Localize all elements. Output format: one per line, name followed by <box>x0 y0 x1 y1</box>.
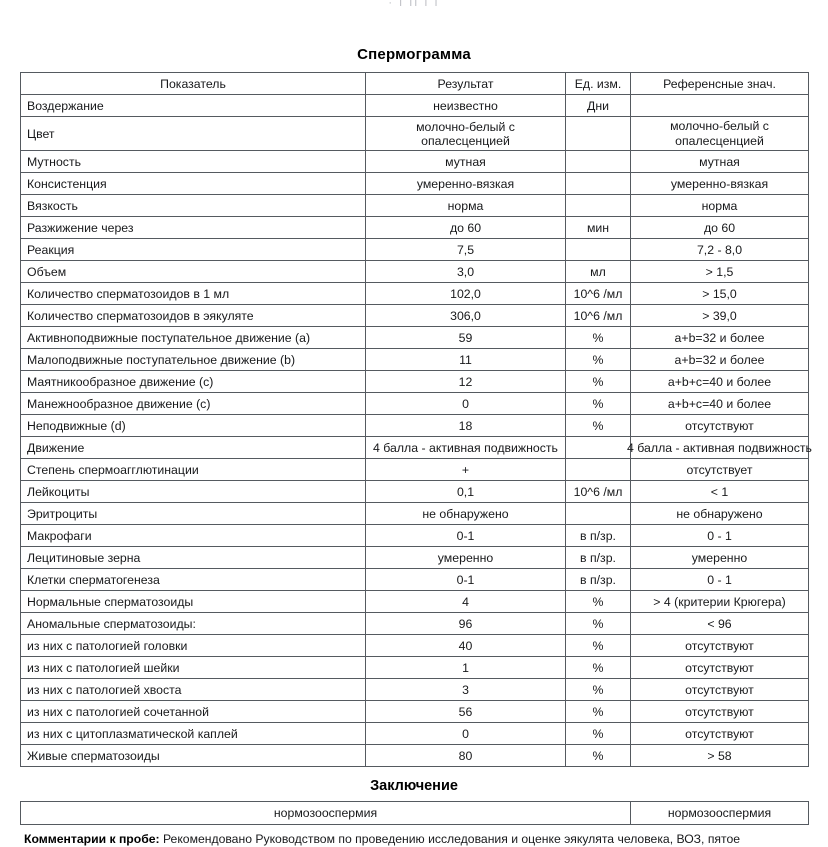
cell-reference: отсутствуют <box>631 415 809 437</box>
cell-parameter: Степень спермоагглютинации <box>21 459 366 481</box>
cell-reference: отсутствуют <box>631 679 809 701</box>
table-row <box>21 327 809 349</box>
cell-reference: отсутствуют <box>631 701 809 723</box>
table-body <box>21 95 812 767</box>
cell-result: 59 <box>366 327 566 349</box>
cell-parameter: Объем <box>21 261 366 283</box>
cell-unit: мин <box>566 217 631 239</box>
cell-unit: % <box>566 371 631 393</box>
table-row <box>21 459 809 481</box>
cell-unit: % <box>566 415 631 437</box>
table-row <box>21 679 809 701</box>
table-row <box>21 261 809 283</box>
cell-unit: % <box>566 613 631 635</box>
cell-reference: > 15,0 <box>631 283 809 305</box>
comments-label: Комментарии к пробе: <box>24 832 160 846</box>
cell-reference: < 96 <box>631 613 809 635</box>
cell-result: 12 <box>366 371 566 393</box>
cell-unit <box>566 437 631 459</box>
cell-parameter: Разжижение через <box>21 217 366 239</box>
cell-unit <box>566 195 631 217</box>
cell-unit: 10^6 /мл <box>566 481 631 503</box>
column-header-parameter: Показатель <box>21 73 366 95</box>
table-row <box>21 657 809 679</box>
table-row <box>21 283 809 305</box>
comments-text: Рекомендовано Руководством по проведению исследования и оценке эякулята человека, ВОЗ, пятое <box>162 832 741 846</box>
table-row <box>21 569 809 591</box>
sample-comments <box>20 825 808 847</box>
table-row <box>21 723 809 745</box>
cell-result: 0 <box>366 393 566 415</box>
cell-reference: 4 балла - активная подвижность <box>631 437 809 459</box>
cell-reference: молочно-белый с опалесценцией <box>631 117 809 151</box>
page-title: Спермограмма <box>357 46 471 63</box>
table-row <box>21 349 809 371</box>
cell-result: умеренно-вязкая <box>366 173 566 195</box>
table-row <box>21 393 809 415</box>
cell-unit: 10^6 /мл <box>566 283 631 305</box>
cell-reference: мутная <box>631 151 809 173</box>
table-row <box>21 503 809 525</box>
cell-parameter: Лецитиновые зерна <box>21 547 366 569</box>
cell-result: 1 <box>366 657 566 679</box>
scan-artifact-strip: · ı ıı ı ı <box>388 0 440 9</box>
table-row <box>21 437 809 459</box>
cell-result: 0 <box>366 723 566 745</box>
cell-parameter: из них с патологией головки <box>21 635 366 657</box>
cell-result: 3,0 <box>366 261 566 283</box>
cell-parameter: Малоподвижные поступательное движение (b) <box>21 349 366 371</box>
cell-unit: % <box>566 745 631 767</box>
cell-reference: до 60 <box>631 217 809 239</box>
cell-parameter: Живые сперматозоиды <box>21 745 366 767</box>
table-row <box>21 701 809 723</box>
cell-parameter: Консистенция <box>21 173 366 195</box>
cell-reference: a+b+c=40 и более <box>631 371 809 393</box>
cell-reference: отсутствуют <box>631 635 809 657</box>
cell-result: 102,0 <box>366 283 566 305</box>
cell-parameter: Клетки сперматогенеза <box>21 569 366 591</box>
cell-result: + <box>366 459 566 481</box>
table-row <box>21 239 809 261</box>
cell-result: 80 <box>366 745 566 767</box>
cell-unit: в п/зр. <box>566 569 631 591</box>
table-row <box>21 95 809 117</box>
cell-parameter: из них с патологией сочетанной <box>21 701 366 723</box>
cell-reference: > 1,5 <box>631 261 809 283</box>
cell-result: 0-1 <box>366 525 566 547</box>
cell-result: 11 <box>366 349 566 371</box>
cell-unit: % <box>566 723 631 745</box>
cell-parameter: Маятникообразное движение (c) <box>21 371 366 393</box>
conclusion-table <box>20 801 809 825</box>
column-header-unit: Ед. изм. <box>566 73 631 95</box>
cell-reference: > 58 <box>631 745 809 767</box>
cell-reference: > 4 (критерии Крюгера) <box>631 591 809 613</box>
table-header <box>21 73 809 95</box>
cell-unit: % <box>566 327 631 349</box>
cell-unit <box>566 117 631 151</box>
cell-parameter: Аномальные сперматозоиды: <box>21 613 366 635</box>
cell-result: мутная <box>366 151 566 173</box>
cell-parameter: Макрофаги <box>21 525 366 547</box>
cell-reference: отсутствуют <box>631 723 809 745</box>
conclusion-value: нормозооспермия <box>21 802 631 825</box>
table-row <box>21 547 809 569</box>
cell-reference: < 1 <box>631 481 809 503</box>
cell-reference: умеренно <box>631 547 809 569</box>
table-row <box>21 745 809 767</box>
cell-unit <box>566 459 631 481</box>
column-header-result: Результат <box>366 73 566 95</box>
cell-unit: 10^6 /мл <box>566 305 631 327</box>
cell-parameter: Количество сперматозоидов в эякуляте <box>21 305 366 327</box>
conclusion-reference: нормозооспермия <box>631 802 809 825</box>
cell-reference: норма <box>631 195 809 217</box>
cell-reference: отсутствуют <box>631 657 809 679</box>
cell-result: 4 <box>366 591 566 613</box>
table-header-row <box>21 73 809 95</box>
cell-unit: % <box>566 701 631 723</box>
cell-reference: a+b=32 и более <box>631 349 809 371</box>
cell-result: норма <box>366 195 566 217</box>
table-row <box>21 481 809 503</box>
cell-parameter: Неподвижные (d) <box>21 415 366 437</box>
cell-unit <box>566 503 631 525</box>
cell-unit: мл <box>566 261 631 283</box>
cell-unit <box>566 173 631 195</box>
cell-result: 306,0 <box>366 305 566 327</box>
cell-unit: % <box>566 393 631 415</box>
cell-result: 56 <box>366 701 566 723</box>
cell-result: неизвестно <box>366 95 566 117</box>
cell-reference: a+b+c=40 и более <box>631 393 809 415</box>
conclusion-row <box>21 802 809 825</box>
cell-result: 40 <box>366 635 566 657</box>
cell-parameter: Лейкоциты <box>21 481 366 503</box>
cell-result: 3 <box>366 679 566 701</box>
cell-parameter: Эритроциты <box>21 503 366 525</box>
cell-parameter: Количество сперматозоидов в 1 мл <box>21 283 366 305</box>
cell-unit: % <box>566 591 631 613</box>
cell-reference <box>631 95 809 117</box>
cell-result: 0,1 <box>366 481 566 503</box>
cell-result: умеренно <box>366 547 566 569</box>
cell-parameter: Нормальные сперматозоиды <box>21 591 366 613</box>
cell-parameter: Вязкость <box>21 195 366 217</box>
table-row <box>21 151 809 173</box>
cell-reference: отсутствует <box>631 459 809 481</box>
table-row <box>21 635 809 657</box>
cell-unit: % <box>566 635 631 657</box>
cell-parameter: из них с цитоплазматической каплей <box>21 723 366 745</box>
cell-reference: 0 - 1 <box>631 569 809 591</box>
cell-result: 0-1 <box>366 569 566 591</box>
cell-reference: 7,2 - 8,0 <box>631 239 809 261</box>
cell-unit: в п/зр. <box>566 525 631 547</box>
cell-result: 18 <box>366 415 566 437</box>
cell-parameter: из них с патологией шейки <box>21 657 366 679</box>
cell-unit: в п/зр. <box>566 547 631 569</box>
cell-parameter: Мутность <box>21 151 366 173</box>
cell-unit: Дни <box>566 95 631 117</box>
conclusion-title: Заключение <box>370 778 458 794</box>
table-row <box>21 415 809 437</box>
column-header-reference: Референсные знач. <box>631 73 809 95</box>
cell-result: 4 балла - активная подвижность <box>366 437 566 459</box>
cell-parameter: Реакция <box>21 239 366 261</box>
table-row <box>21 591 809 613</box>
table-row <box>21 117 809 151</box>
table-row <box>21 371 809 393</box>
cell-unit: % <box>566 349 631 371</box>
table-row <box>21 525 809 547</box>
cell-reference: умеренно-вязкая <box>631 173 809 195</box>
cell-reference: > 39,0 <box>631 305 809 327</box>
cell-unit: % <box>566 657 631 679</box>
table-row <box>21 217 809 239</box>
cell-result: не обнаружено <box>366 503 566 525</box>
table-row <box>21 613 809 635</box>
table-row <box>21 195 809 217</box>
cell-parameter: Движение <box>21 437 366 459</box>
cell-result: до 60 <box>366 217 566 239</box>
cell-reference: не обнаружено <box>631 503 809 525</box>
cell-parameter: из них с патологией хвоста <box>21 679 366 701</box>
cell-parameter: Манежнообразное движение (c) <box>21 393 366 415</box>
cell-unit: % <box>566 679 631 701</box>
cell-result: 96 <box>366 613 566 635</box>
cell-parameter: Активноподвижные поступательное движение (a) <box>21 327 366 349</box>
cell-unit <box>566 151 631 173</box>
cell-unit <box>566 239 631 261</box>
table-row <box>21 305 809 327</box>
cell-result: молочно-белый с опалесценцией <box>366 117 566 151</box>
cell-reference: a+b=32 и более <box>631 327 809 349</box>
cell-result: 7,5 <box>366 239 566 261</box>
cell-parameter: Цвет <box>21 117 366 151</box>
cell-reference: 0 - 1 <box>631 525 809 547</box>
cell-parameter: Воздержание <box>21 95 366 117</box>
table-row <box>21 173 809 195</box>
spermogram-table <box>20 72 812 767</box>
